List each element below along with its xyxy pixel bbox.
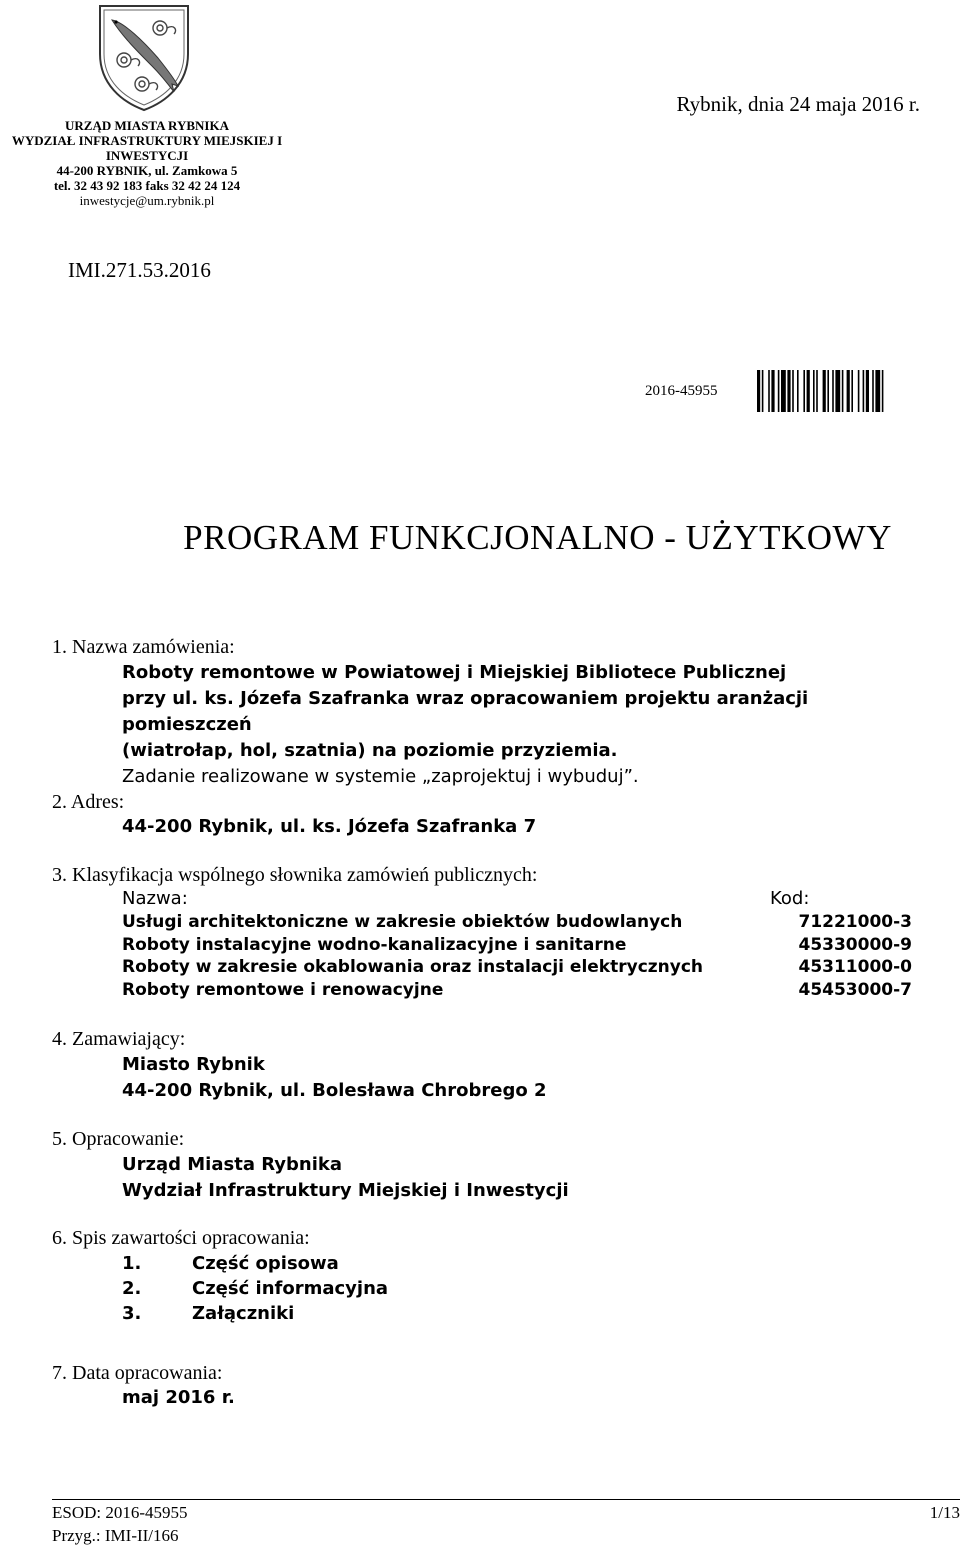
table-row [122,935,912,958]
cpv-column-code: Kod: [770,888,810,909]
section-7-heading: 7. Data opracowania: [52,1362,223,1384]
cpv-code: 45311000-0 [798,957,912,977]
order-name-line: (wiatrołap, hol, szatnia) na poziomie przyziemia. [122,740,618,761]
cpv-name: Usługi architektoniczne w zakresie obiektów budowlanych [122,912,683,932]
cpv-code: 45453000-7 [798,979,912,1000]
list-item: 1. Część opisowa [122,1253,339,1274]
section-2-heading: 2. Adres: [52,791,125,813]
section-5-heading: 5. Opracowanie: [52,1128,185,1150]
preparation-date: maj 2016 r. [122,1387,235,1408]
cpv-column-name: Nazwa: [122,888,188,909]
office-phone: tel. 32 43 92 183 faks 32 42 24 124 [53,178,241,193]
footer-divider [52,1499,960,1500]
cpv-code: 45330000-9 [798,934,912,955]
document-date: Rybnik, dnia 24 maja 2016 r. [676,92,920,116]
section-4-body [122,1052,547,1104]
office-email: inwestycje@um.rybnik.pl [79,193,215,208]
page-number: 1/13 [929,1503,960,1522]
order-name-line: Roboty remontowe w Powiatowej i Miejskiej Bibliotece Publicznej [122,662,787,683]
list-item: 3. Załączniki [122,1303,295,1324]
barcode-icon [757,370,925,412]
cpv-table [122,912,912,1002]
author-office: Urząd Miasta Rybnika [122,1154,342,1175]
cpv-name: Roboty w zakresie okablowania oraz instalacji elektrycznych [122,957,704,977]
case-reference: IMI.271.53.2016 [68,258,211,282]
client-address: 44-200 Rybnik, ul. Bolesława Chrobrego 2 [122,1080,547,1101]
list-item: 2. Część informacyjna [122,1278,389,1299]
cpv-name: Roboty instalacyjne wodno-kanalizacyjne i sanitarne [122,934,627,955]
barcode-number: 2016-45955 [645,383,718,399]
department-name: WYDZIAŁ INFRASTRUKTURY MIEJSKIEJ I INWESTYCJI [11,133,283,163]
cpv-name: Roboty remontowe i renowacyjne [122,979,444,1000]
order-name-line: przy ul. ks. Józefa Szafranka wraz opracowaniem projektu aranżacji pomieszczeń [122,688,809,735]
author-department: Wydział Infrastruktury Miejskiej i Inwestycji [122,1180,569,1201]
table-row [122,980,912,1003]
office-address: 44-200 RYBNIK, ul. Zamkowa 5 [56,163,238,178]
section-1-body [122,660,942,790]
rybnik-coat-of-arms-icon [94,2,194,114]
section-5-body [122,1152,569,1204]
section-3-heading: 3. Klasyfikacja wspólnego słownika zamówień publicznych: [52,864,538,886]
section-6-heading: 6. Spis zawartości opracowania: [52,1227,310,1249]
footer-prepared-by: Przyg.: IMI-II/166 [52,1526,179,1545]
office-info [2,118,292,208]
site-address: 44-200 Rybnik, ul. ks. Józefa Szafranka 7 [122,816,537,837]
order-mode-line: Zadanie realizowane w systemie „zaprojektuj i wybuduj”. [122,766,639,787]
office-name: URZĄD MIASTA RYBNIKA [65,118,229,133]
document-title: PROGRAM FUNKCJONALNO - UŻYTKOWY [183,518,892,557]
section-4-heading: 4. Zamawiający: [52,1028,186,1050]
footer-esod: ESOD: 2016-45955 [52,1503,188,1522]
cpv-code: 71221000-3 [798,912,912,932]
table-row [122,957,912,980]
table-row [122,912,912,935]
client-name: Miasto Rybnik [122,1054,265,1075]
contents-list [122,1251,388,1326]
section-1-heading: 1. Nazwa zamówienia: [52,636,235,658]
